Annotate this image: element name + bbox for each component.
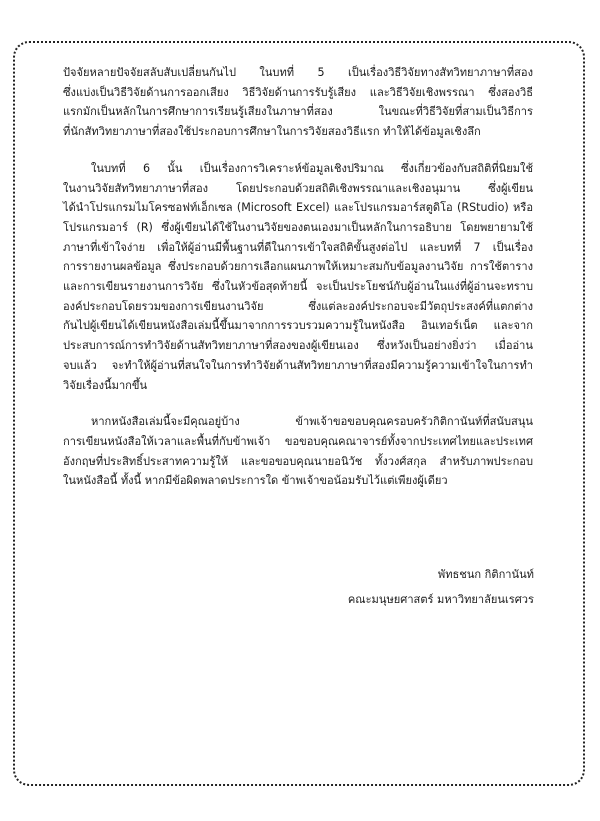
text-line: องค์ประกอบโดยรวมของการเขียนงานวิจัย ซึ่งแต่ละองค์ประกอบจะมีวัตถุประสงค์ที่แตกต่าง: [63, 299, 533, 313]
text-line: จบแล้ว จะทำให้ผู้อ่านที่สนใจในการทำวิจัยด้านสัทวิทยาภาษาที่สองมีความรู้ความเข้าใจในการทำ: [63, 358, 533, 372]
preface-body: [63, 63, 533, 508]
paragraph-2: [63, 159, 533, 395]
author-name: พัทธชนก กิติกานันท์: [437, 568, 534, 581]
text-line: แรกมักเป็นหลักในการศึกษาการเรียนรู้เสียงในภาษาที่สอง ในขณะที่วิธีวิจัยที่สามเป็นวิธีการ: [63, 105, 533, 119]
text-line: ซึ่งแบ่งเป็นวิธีวิจัยด้านการออกเสียง วิธีวิจัยด้านการรับรู้เสียง และวิธีวิจัยเชิงพรรณา ซึ่งสองวิธี: [63, 85, 533, 99]
text-line: ปัจจัยหลายปัจจัยสลับสับเปลี่ยนกันไป ในบทที่ 5 เป็นเรื่องวิธีวิจัยทางสัทวิทยาภาษาที่สอง: [63, 66, 533, 79]
text-line: อังกฤษที่ประสิทธิ์ประสาทความรู้ให้ และขอขอบคุณนายอนิวัช ทั้งวงศ์สกุล สำหรับภาพประกอบ: [63, 454, 533, 468]
paragraph-3: [63, 412, 533, 491]
text-line: วิจัยเรื่องนี้มากขึ้น: [63, 378, 148, 392]
text-line: และการเขียนรายงานการวิจัย ซึ่งในหัวข้อสุดท้ายนี้ จะเป็นประโยชน์กับผู้อ่านในแง่ที่ผู้อ่านจะทราบ: [63, 280, 533, 294]
text-line: ประสบการณ์การทำวิจัยด้านสัทวิทยาภาษาที่สองของผู้เขียนเอง ซึ่งหวังเป็นอย่างยิ่งว่า เมื่ออ่าน: [63, 339, 533, 353]
text-line: หากหนังสือเล่มนี้จะมีคุณอยู่บ้าง ข้าพเจ้าขอขอบคุณครอบครัวกิติกานันท์ที่สนับสนุน: [91, 415, 533, 429]
paragraph-1: [63, 63, 533, 142]
signature-block: [348, 562, 534, 612]
text-line: ในบทที่ 6 นั้น เป็นเรื่องการวิเคราะห์ข้อมูลเชิงปริมาณ ซึ่งเกี่ยวข้องกับสถิติที่นิยมใช้: [91, 161, 533, 175]
text-line: การเขียนหนังสือให้เวลาและพื้นที่กับข้าพเจ้า ขอขอบคุณคณาจารย์ทั้งจากประเทศไทยและประเทศ: [63, 434, 533, 448]
text-line: ที่นักสัทวิทยาภาษาที่สองใช้ประกอบการศึกษาในการวิจัยสองวิธีแรก ทำให้ได้ข้อมูลเชิงลึก: [63, 125, 481, 139]
text-line: ในงานวิจัยสัทวิทยาภาษาที่สอง โดยประกอบด้วยสถิติเชิงพรรณาและเชิงอนุมาน ซึ่งผู้เขียน: [63, 181, 533, 195]
text-line: การรายงานผลข้อมูล ซึ่งประกอบด้วยการเลือกแผนภาพให้เหมาะสมกับข้อมูลงานวิจัย การใช้ตาราง: [63, 260, 533, 274]
text-line: โปรแกรมอาร์ (R) ซึ่งผู้เขียนได้ใช้ในงานวิจัยของตนเองมาเป็นหลักในการอธิบาย โดยพยายามใช้: [63, 220, 533, 234]
text-line: ในหนังสือนี้ ทั้งนี้ หากมีข้อผิดพลาดประการใด ข้าพเจ้าขอน้อมรับไว้แต่เพียงผู้เดียว: [63, 474, 448, 488]
text-line: ได้นำโปรแกรมไมโครซอฟท์เอ็กเซล (Microsoft Excel) และโปรแกรมอาร์สตูดิโอ (RStudio) หรือ: [63, 201, 533, 215]
text-line: กันไปผู้เขียนได้เขียนหนังสือเล่มนี้ขึ้นมาจากการรวบรวมความรู้ในหนังสือ อินเทอร์เน็ต และจาก: [63, 319, 533, 333]
text-line: ภาษาที่เข้าใจง่าย เพื่อให้ผู้อ่านมีพื้นฐานที่ดีในการเข้าใจสถิติขั้นสูงต่อไป และบทที่ 7 เป็นเรื่อง: [63, 240, 533, 254]
author-affiliation: คณะมนุษยศาสตร์ มหาวิทยาลัยนเรศวร: [347, 593, 534, 606]
